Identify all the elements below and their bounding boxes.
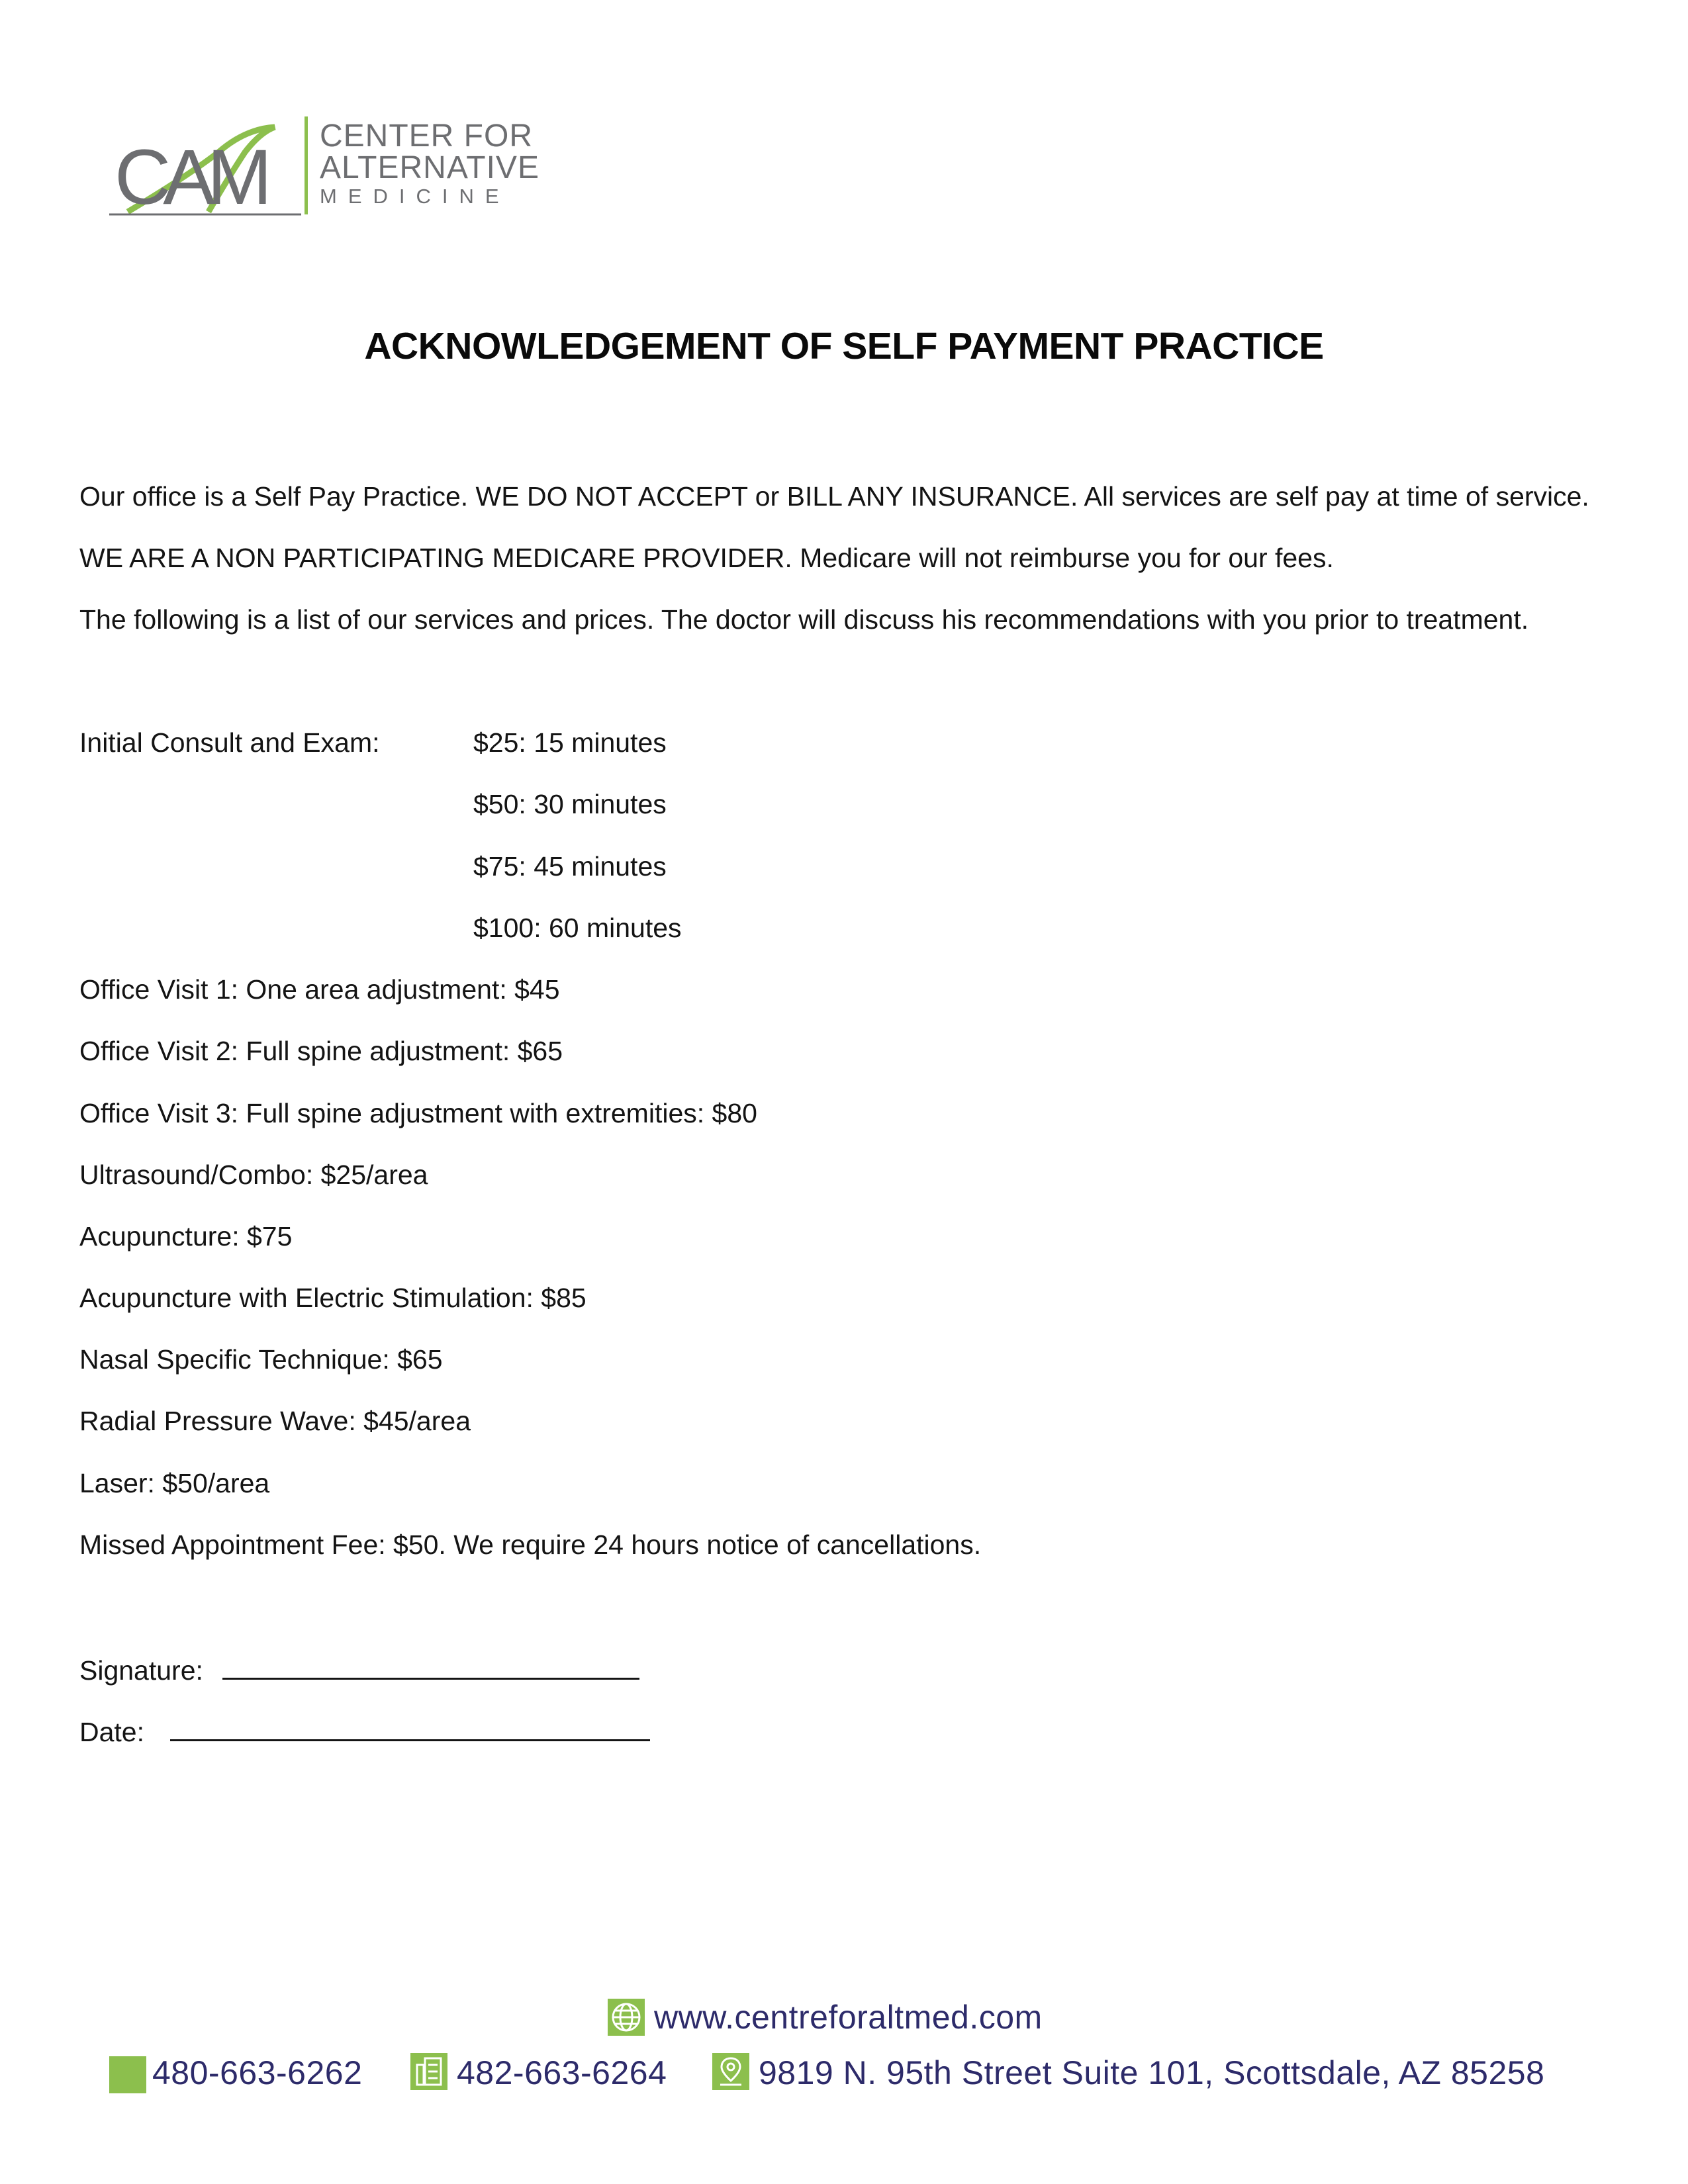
signature-row <box>79 1651 639 1687</box>
intro-paragraph-2: WE ARE A NON PARTICIPATING MEDICARE PROVIDER. Medicare will not reimburse you for our fees. <box>79 543 1334 573</box>
date-label: Date: <box>79 1717 144 1747</box>
service-acupuncture-estim: Acupuncture with Electric Stimulation: $85 <box>79 1283 586 1313</box>
service-office-visit-1: Office Visit 1: One area adjustment: $45 <box>79 974 560 1005</box>
service-radial-pressure: Radial Pressure Wave: $45/area <box>79 1406 471 1436</box>
signature-label: Signature: <box>79 1655 203 1686</box>
logo-divider <box>305 116 308 214</box>
footer-address: 9819 N. 95th Street Suite 101, Scottsdale, AZ 85258 <box>759 2054 1545 2091</box>
logo-line-medicine: MEDICINE <box>320 185 510 208</box>
signature-line[interactable] <box>222 1651 639 1680</box>
phone-icon <box>109 2056 146 2093</box>
footer-website[interactable]: www.centreforaltmed.com <box>654 1999 1043 2036</box>
service-nasal-specific: Nasal Specific Technique: $65 <box>79 1344 443 1375</box>
cam-logo-letters: CAM <box>115 134 265 218</box>
logo-line-alternative: ALTERNATIVE <box>320 150 539 185</box>
service-office-visit-2: Office Visit 2: Full spine adjustment: $65 <box>79 1036 563 1066</box>
service-laser: Laser: $50/area <box>79 1468 270 1498</box>
logo-text <box>320 120 539 209</box>
service-ultrasound: Ultrasound/Combo: $25/area <box>79 1160 428 1190</box>
date-row <box>79 1713 650 1749</box>
missed-appointment-fee: Missed Appointment Fee: $50. We require 24 hours notice of cancellations. <box>79 1529 982 1560</box>
consult-price-15: $25: 15 minutes <box>473 727 667 758</box>
logo-line-center-for: CENTER FOR <box>320 118 533 154</box>
intro-paragraph-1: Our office is a Self Pay Practice. WE DO NOT ACCEPT or BILL ANY INSURANCE. All services are self pay at time of service. <box>79 481 1589 512</box>
consult-label: Initial Consult and Exam: <box>79 727 380 758</box>
globe-icon <box>608 1999 645 2036</box>
service-office-visit-3: Office Visit 3: Full spine adjustment with extremities: $80 <box>79 1098 757 1128</box>
date-line[interactable] <box>170 1713 650 1741</box>
consult-price-45: $75: 45 minutes <box>473 851 667 882</box>
consult-price-30: $50: 30 minutes <box>473 789 667 819</box>
document-title: ACKNOWLEDGEMENT OF SELF PAYMENT PRACTICE <box>364 325 1324 367</box>
intro-paragraph-3: The following is a list of our services and prices. The doctor will discuss his recommendations with you prior to treatment. <box>79 604 1529 635</box>
footer-phone[interactable]: 480-663-6262 <box>152 2054 363 2091</box>
fax-icon <box>410 2053 447 2090</box>
service-acupuncture: Acupuncture: $75 <box>79 1221 293 1251</box>
cam-logo <box>109 113 539 218</box>
location-pin-icon <box>712 2053 749 2090</box>
footer-fax[interactable]: 482-663-6264 <box>457 2054 667 2091</box>
cam-logo-mark <box>109 113 308 218</box>
consult-price-60: $100: 60 minutes <box>473 913 682 943</box>
